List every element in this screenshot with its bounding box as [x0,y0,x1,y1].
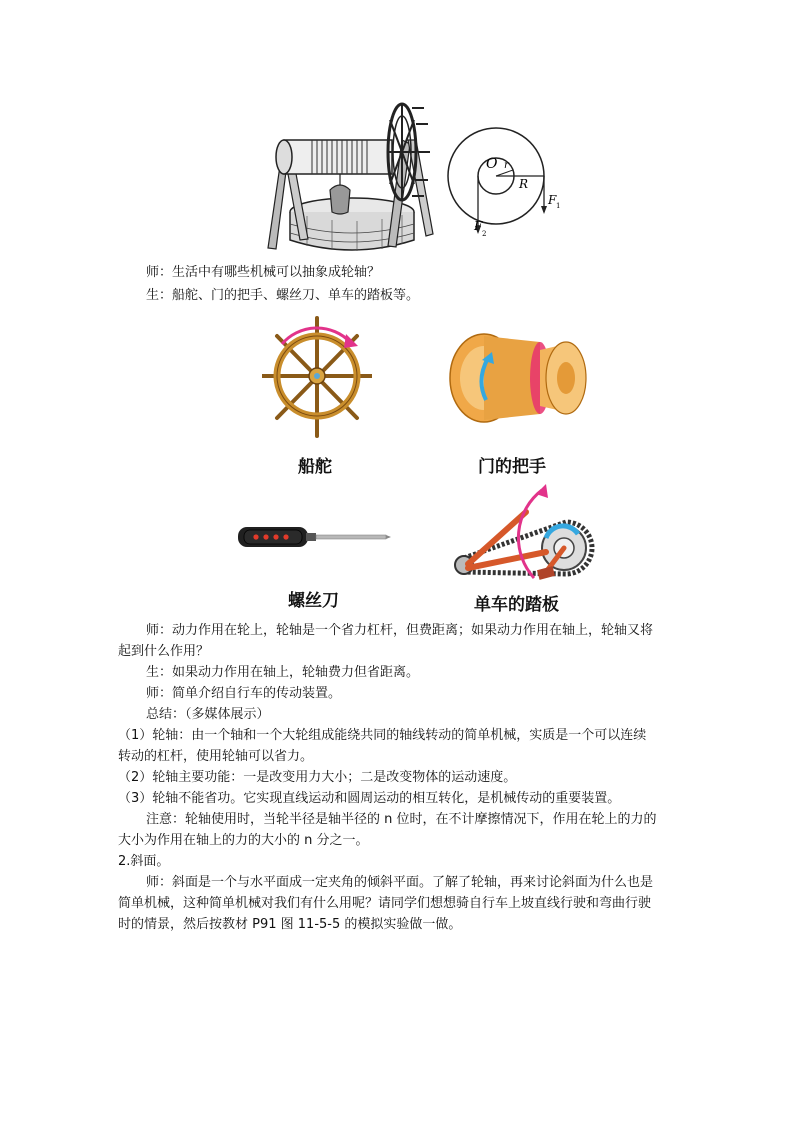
bike-pedal-image [446,482,596,586]
label-r: r [504,160,509,171]
label-F1-sub: 1 [556,202,561,210]
label-R: R [519,177,529,191]
body-line-3: 生：如果动力作用在轴上，轮轴费力但省距离。 [146,665,420,680]
body-line-5: 总结：（多媒体展示） [146,707,270,722]
body-line-11: 大小为作用在轴上的力的大小的 n 分之一。 [118,833,369,848]
caption-rudder: 船舵 [298,457,332,477]
body-line-2: 起到什么作用？ [118,644,210,659]
body-line-1: 师：动力作用在轮上，轮轴是一个省力杠杆，但费距离；如果动力作用在轴上，轮轴又将 [146,623,654,638]
body-line-6: （1）轮轴：由一个轴和一个大轮组成能绕共同的轴线转动的简单机械，实质是一个可以连续 [118,728,647,743]
caption-bike-pedal: 单车的踏板 [474,595,559,615]
body-line-8: （2）轮轴主要功能：一是改变用力大小；二是改变物体的运动速度。 [118,770,517,785]
door-handle-image [448,330,590,426]
body-line-14: 简单机械，这种简单机械对我们有什么用呢？请同学们想想骑自行车上坡直线行驶和弯曲行驶 [118,896,652,911]
body-line-7: 转动的杠杆，使用轮轴可以省力。 [118,749,314,764]
body-line-4: 师：简单介绍自行车的传动装置。 [146,686,342,701]
wheel-axle-diagram [446,118,566,244]
screwdriver-image [236,522,392,552]
windlass-illustration [262,100,442,258]
body-line-13: 师：斜面是一个与水平面成一定夹角的倾斜平面。了解了轮轴，再来讨论斜面为什么也是 [146,875,654,890]
label-F1: F [548,193,557,207]
body-line-9: （3）轮轴不能省功。它实现直线运动和圆周运动的相互转化，是机械传动的重要装置。 [118,791,621,806]
caption-door-handle: 门的把手 [478,457,546,477]
rudder-image [262,314,372,442]
dialog-line-student-1: 生：船舵、门的把手、螺丝刀、单车的踏板等。 [146,288,420,303]
label-O: O [486,156,498,172]
body-line-15: 时的情景，然后按教材 P91 图 11-5-5 的模拟实验做一做。 [118,917,462,932]
label-F2: F [474,219,483,233]
body-line-12: 2.斜面。 [118,854,170,869]
body-line-10: 注意：轮轴使用时，当轮半径是轴半径的 n 位时，在不计摩擦情况下，作用在轮上的力的 [146,812,657,827]
label-F2-sub: 2 [482,230,487,238]
dialog-line-teacher-1: 师：生活中有哪些机械可以抽象成轮轴？ [146,265,381,280]
caption-screwdriver: 螺丝刀 [288,591,339,611]
